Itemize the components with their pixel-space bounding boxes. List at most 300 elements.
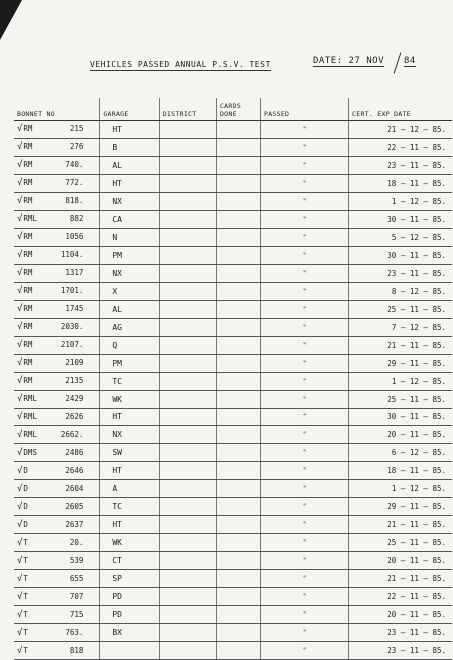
cards-cell xyxy=(216,570,260,588)
district-cell xyxy=(159,534,216,552)
cards-cell xyxy=(216,192,260,210)
garage-cell: PD xyxy=(100,606,159,624)
cert-date-cell: 21 – 12 – 85. xyxy=(349,121,452,139)
bonnet-number: 2429 xyxy=(65,394,84,404)
table-row xyxy=(14,642,452,660)
cert-date-cell: 23 – 11 – 85. xyxy=(349,624,452,642)
passed-cell: " xyxy=(260,642,348,660)
table-row xyxy=(14,121,452,139)
cards-cell xyxy=(216,264,260,282)
garage-cell: NX xyxy=(100,192,159,210)
cert-date-cell: 25 – 11 – 85. xyxy=(349,390,452,408)
cards-cell xyxy=(216,606,260,624)
bonnet-number: 2626 xyxy=(65,411,84,421)
table-row xyxy=(14,462,452,480)
bonnet-number: 707 xyxy=(69,591,84,601)
bonnet-cell xyxy=(14,174,100,192)
bonnet-number: 1701. xyxy=(60,286,84,296)
cards-cell xyxy=(216,642,260,660)
passed-cell: " xyxy=(260,318,348,336)
garage-cell: X xyxy=(100,282,159,300)
col-header-cards: CARDS DONE xyxy=(216,98,260,121)
form-date: DATE: 27 NOV xyxy=(313,56,385,66)
passed-cell: " xyxy=(260,426,348,444)
bonnet-prefix: T xyxy=(23,645,28,655)
bonnet-prefix: RM xyxy=(23,142,33,152)
cards-cell xyxy=(216,480,260,498)
bonnet-prefix: RM xyxy=(23,340,33,350)
table-row xyxy=(14,516,452,534)
bonnet-prefix: T xyxy=(23,537,28,547)
passed-cell: " xyxy=(260,606,348,624)
check-mark: √ xyxy=(17,537,23,548)
bonnet-number: 740. xyxy=(65,160,84,170)
district-cell xyxy=(159,156,216,174)
cards-cell xyxy=(216,336,260,354)
passed-cell: " xyxy=(260,444,348,462)
table-row xyxy=(14,372,452,390)
table-row xyxy=(14,156,452,174)
bonnet-prefix: RML xyxy=(23,394,37,404)
cert-date-cell: 30 – 11 – 85. xyxy=(349,408,452,426)
passed-cell: " xyxy=(260,192,348,210)
passed-cell: " xyxy=(260,156,348,174)
bonnet-number: 20. xyxy=(69,537,84,547)
cert-date-cell: 25 – 11 – 85. xyxy=(349,300,452,318)
bonnet-cell xyxy=(14,606,100,624)
district-cell xyxy=(159,336,216,354)
cards-cell xyxy=(216,408,260,426)
garage-cell: PM xyxy=(100,354,159,372)
garage-cell xyxy=(100,642,159,660)
table-row xyxy=(14,246,452,264)
bonnet-prefix: RM xyxy=(23,160,33,170)
district-cell xyxy=(159,552,216,570)
cert-date-cell: 25 – 11 – 85. xyxy=(349,534,452,552)
passed-cell: " xyxy=(260,121,348,139)
cards-cell xyxy=(216,210,260,228)
bonnet-prefix: D xyxy=(23,501,28,511)
bonnet-prefix: RM xyxy=(23,250,33,260)
cert-date-cell: 23 – 11 – 85. xyxy=(349,156,452,174)
cert-date-cell: 29 – 11 – 85. xyxy=(349,354,452,372)
bonnet-cell xyxy=(14,462,100,480)
vehicle-test-table xyxy=(14,98,452,660)
bonnet-cell xyxy=(14,192,100,210)
cert-date-cell: 1 – 12 – 85. xyxy=(349,192,452,210)
form-title: VEHICLES PASSED ANNUAL P.S.V. TEST xyxy=(90,60,271,69)
garage-cell: SP xyxy=(100,570,159,588)
garage-cell: N xyxy=(100,228,159,246)
passed-cell: " xyxy=(260,534,348,552)
district-cell xyxy=(159,462,216,480)
passed-cell: " xyxy=(260,462,348,480)
cert-date-cell: 22 – 11 – 85. xyxy=(349,138,452,156)
bonnet-cell xyxy=(14,318,100,336)
table-row xyxy=(14,210,452,228)
bonnet-cell xyxy=(14,156,100,174)
bonnet-prefix: RM xyxy=(23,304,33,314)
bonnet-prefix: RM xyxy=(23,358,33,368)
cards-cell xyxy=(216,354,260,372)
bonnet-cell xyxy=(14,390,100,408)
passed-cell: " xyxy=(260,552,348,570)
bonnet-prefix: D xyxy=(23,465,28,475)
bonnet-number: 1056 xyxy=(65,232,84,242)
passed-cell: " xyxy=(260,228,348,246)
cert-date-cell: 30 – 11 – 85. xyxy=(349,246,452,264)
bonnet-cell xyxy=(14,300,100,318)
cards-cell xyxy=(216,588,260,606)
garage-cell: BX xyxy=(100,624,159,642)
check-mark: √ xyxy=(17,645,23,656)
date-separator xyxy=(394,52,402,73)
cert-date-cell: 18 – 11 – 85. xyxy=(349,462,452,480)
bonnet-cell xyxy=(14,588,100,606)
cert-date-cell: 21 – 11 – 85. xyxy=(349,336,452,354)
cert-date-cell: 1 – 12 – 85. xyxy=(349,480,452,498)
check-mark: √ xyxy=(17,250,23,261)
passed-cell: " xyxy=(260,588,348,606)
table-row xyxy=(14,624,452,642)
garage-cell: NX xyxy=(100,264,159,282)
cards-cell xyxy=(216,462,260,480)
bonnet-prefix: T xyxy=(23,609,28,619)
bonnet-prefix: RM xyxy=(23,178,33,188)
cards-cell xyxy=(216,121,260,139)
table-row xyxy=(14,282,452,300)
bonnet-cell xyxy=(14,516,100,534)
cards-cell xyxy=(216,516,260,534)
col-header-passed: PASSED xyxy=(260,98,348,121)
passed-cell: " xyxy=(260,372,348,390)
district-cell xyxy=(159,354,216,372)
scan-corner-shadow xyxy=(0,0,22,40)
cards-cell xyxy=(216,282,260,300)
check-mark: √ xyxy=(17,196,23,207)
bonnet-cell xyxy=(14,210,100,228)
district-cell xyxy=(159,318,216,336)
bonnet-cell xyxy=(14,246,100,264)
cert-date-cell: 23 – 11 – 85. xyxy=(349,642,452,660)
check-mark: √ xyxy=(17,519,23,530)
garage-cell: NX xyxy=(100,426,159,444)
garage-cell: HT xyxy=(100,408,159,426)
passed-cell: " xyxy=(260,246,348,264)
bonnet-cell xyxy=(14,642,100,660)
bonnet-cell xyxy=(14,570,100,588)
check-mark: √ xyxy=(17,555,23,566)
garage-cell: SW xyxy=(100,444,159,462)
check-mark: √ xyxy=(17,591,23,602)
district-cell xyxy=(159,444,216,462)
cert-date-cell: 18 – 11 – 85. xyxy=(349,174,452,192)
check-mark: √ xyxy=(17,358,23,369)
district-cell xyxy=(159,426,216,444)
district-cell xyxy=(159,642,216,660)
check-mark: √ xyxy=(17,286,23,297)
cards-cell xyxy=(216,174,260,192)
garage-cell: HT xyxy=(100,121,159,139)
table-row xyxy=(14,408,452,426)
cards-cell xyxy=(216,318,260,336)
bonnet-prefix: RM xyxy=(23,196,33,206)
garage-cell: AL xyxy=(100,300,159,318)
passed-cell: " xyxy=(260,174,348,192)
table-row xyxy=(14,588,452,606)
garage-cell: WK xyxy=(100,390,159,408)
form-year: 84 xyxy=(404,56,416,66)
check-mark: √ xyxy=(17,447,23,458)
garage-cell: TC xyxy=(100,498,159,516)
bonnet-number: 539 xyxy=(69,555,84,565)
table-row xyxy=(14,354,452,372)
passed-cell: " xyxy=(260,336,348,354)
cert-date-cell: 6 – 12 – 85. xyxy=(349,444,452,462)
passed-cell: " xyxy=(260,480,348,498)
bonnet-number: 2486 xyxy=(65,447,84,457)
cards-cell xyxy=(216,624,260,642)
bonnet-cell xyxy=(14,354,100,372)
garage-cell: WK xyxy=(100,534,159,552)
bonnet-number: 2605 xyxy=(65,501,84,511)
bonnet-number: 2604 xyxy=(65,483,84,493)
passed-cell: " xyxy=(260,282,348,300)
bonnet-cell xyxy=(14,138,100,156)
table-row xyxy=(14,138,452,156)
district-cell xyxy=(159,228,216,246)
form-header xyxy=(0,52,453,74)
bonnet-cell xyxy=(14,372,100,390)
passed-cell: " xyxy=(260,354,348,372)
bonnet-cell xyxy=(14,624,100,642)
col-header-garage: GARAGE xyxy=(100,98,159,121)
district-cell xyxy=(159,408,216,426)
check-mark: √ xyxy=(17,627,23,638)
bonnet-cell xyxy=(14,426,100,444)
bonnet-cell xyxy=(14,121,100,139)
bonnet-cell xyxy=(14,480,100,498)
passed-cell: " xyxy=(260,624,348,642)
district-cell xyxy=(159,121,216,139)
cards-cell xyxy=(216,444,260,462)
garage-cell: CT xyxy=(100,552,159,570)
check-mark: √ xyxy=(17,142,23,153)
bonnet-cell xyxy=(14,408,100,426)
garage-cell: HT xyxy=(100,516,159,534)
cards-cell xyxy=(216,372,260,390)
district-cell xyxy=(159,192,216,210)
garage-cell: Q xyxy=(100,336,159,354)
passed-cell: " xyxy=(260,498,348,516)
check-mark: √ xyxy=(17,322,23,333)
table-row xyxy=(14,336,452,354)
check-mark: √ xyxy=(17,160,23,171)
cert-date-cell: 30 – 11 – 85. xyxy=(349,210,452,228)
bonnet-number: 818 xyxy=(69,645,84,655)
cards-cell xyxy=(216,246,260,264)
passed-cell: " xyxy=(260,516,348,534)
passed-cell: " xyxy=(260,210,348,228)
bonnet-cell xyxy=(14,444,100,462)
cert-date-cell: 29 – 11 – 85. xyxy=(349,498,452,516)
garage-cell: PD xyxy=(100,588,159,606)
garage-cell: PM xyxy=(100,246,159,264)
table-row xyxy=(14,192,452,210)
district-cell xyxy=(159,210,216,228)
bonnet-number: 655 xyxy=(69,573,84,583)
district-cell xyxy=(159,300,216,318)
bonnet-number: 2637 xyxy=(65,519,84,529)
bonnet-prefix: T xyxy=(23,591,28,601)
bonnet-prefix: T xyxy=(23,627,28,637)
table-row xyxy=(14,318,452,336)
bonnet-cell xyxy=(14,534,100,552)
bonnet-cell xyxy=(14,282,100,300)
bonnet-prefix: RML xyxy=(23,411,37,421)
district-cell xyxy=(159,264,216,282)
garage-cell: CA xyxy=(100,210,159,228)
district-cell xyxy=(159,282,216,300)
check-mark: √ xyxy=(17,124,23,135)
table-row xyxy=(14,480,452,498)
cert-date-cell: 20 – 11 – 85. xyxy=(349,606,452,624)
cards-cell xyxy=(216,138,260,156)
bonnet-number: 2030. xyxy=(60,322,84,332)
cert-date-cell: 5 – 12 – 85. xyxy=(349,228,452,246)
cards-cell xyxy=(216,156,260,174)
district-cell xyxy=(159,390,216,408)
district-cell xyxy=(159,372,216,390)
cert-date-cell: 7 – 12 – 85. xyxy=(349,318,452,336)
district-cell xyxy=(159,570,216,588)
check-mark: √ xyxy=(17,304,23,315)
bonnet-number: 715 xyxy=(69,609,84,619)
bonnet-number: 215 xyxy=(69,124,84,134)
check-mark: √ xyxy=(17,178,23,189)
check-mark: √ xyxy=(17,340,23,351)
bonnet-number: 818. xyxy=(65,196,84,206)
bonnet-cell xyxy=(14,552,100,570)
col-header-bonnet: BONNET NO xyxy=(14,98,100,121)
cert-date-cell: 1 – 12 – 85. xyxy=(349,372,452,390)
district-cell xyxy=(159,138,216,156)
check-mark: √ xyxy=(17,214,23,225)
table-row xyxy=(14,570,452,588)
bonnet-number: 1104. xyxy=(60,250,84,260)
passed-cell: " xyxy=(260,570,348,588)
cert-date-cell: 21 – 11 – 85. xyxy=(349,570,452,588)
table-header-row xyxy=(14,98,452,121)
bonnet-prefix: RML xyxy=(23,429,37,439)
bonnet-number: 2646 xyxy=(65,465,84,475)
bonnet-number: 882 xyxy=(69,214,84,224)
table-row xyxy=(14,444,452,462)
district-cell xyxy=(159,480,216,498)
cert-date-cell: 22 – 11 – 85. xyxy=(349,588,452,606)
passed-cell: " xyxy=(260,264,348,282)
bonnet-cell xyxy=(14,336,100,354)
check-mark: √ xyxy=(17,501,23,512)
check-mark: √ xyxy=(17,268,23,279)
table-row xyxy=(14,606,452,624)
table-row xyxy=(14,264,452,282)
district-cell xyxy=(159,588,216,606)
district-cell xyxy=(159,174,216,192)
table-row xyxy=(14,498,452,516)
passed-cell: " xyxy=(260,390,348,408)
bonnet-number: 2107. xyxy=(60,340,84,350)
bonnet-number: 2135 xyxy=(65,376,84,386)
bonnet-prefix: RM xyxy=(23,232,33,242)
bonnet-prefix: RM xyxy=(23,376,33,386)
cards-cell xyxy=(216,390,260,408)
bonnet-number: 2662. xyxy=(60,429,84,439)
bonnet-cell xyxy=(14,264,100,282)
cards-cell xyxy=(216,534,260,552)
table-row xyxy=(14,228,452,246)
check-mark: √ xyxy=(17,465,23,476)
district-cell xyxy=(159,246,216,264)
check-mark: √ xyxy=(17,483,23,494)
col-header-district: DISTRICT xyxy=(159,98,216,121)
table-row xyxy=(14,390,452,408)
table-row xyxy=(14,174,452,192)
bonnet-prefix: DMS xyxy=(23,447,37,457)
district-cell xyxy=(159,516,216,534)
district-cell xyxy=(159,498,216,516)
cards-cell xyxy=(216,426,260,444)
table-row xyxy=(14,426,452,444)
garage-cell: HT xyxy=(100,462,159,480)
bonnet-prefix: RM xyxy=(23,268,33,278)
check-mark: √ xyxy=(17,609,23,620)
check-mark: √ xyxy=(17,376,23,387)
bonnet-prefix: D xyxy=(23,519,28,529)
cert-date-cell: 20 – 11 – 85. xyxy=(349,426,452,444)
cards-cell xyxy=(216,552,260,570)
garage-cell: AG xyxy=(100,318,159,336)
passed-cell: " xyxy=(260,138,348,156)
district-cell xyxy=(159,624,216,642)
district-cell xyxy=(159,606,216,624)
cert-date-cell: 8 – 12 – 85. xyxy=(349,282,452,300)
bonnet-cell xyxy=(14,228,100,246)
table-row xyxy=(14,300,452,318)
cert-date-cell: 21 – 11 – 85. xyxy=(349,516,452,534)
table-row xyxy=(14,534,452,552)
passed-cell: " xyxy=(260,408,348,426)
bonnet-prefix: RML xyxy=(23,214,37,224)
cards-cell xyxy=(216,228,260,246)
bonnet-prefix: D xyxy=(23,483,28,493)
cert-date-cell: 23 – 11 – 85. xyxy=(349,264,452,282)
garage-cell: HT xyxy=(100,174,159,192)
table-row xyxy=(14,552,452,570)
bonnet-prefix: RM xyxy=(23,124,33,134)
bonnet-prefix: T xyxy=(23,555,28,565)
bonnet-number: 772. xyxy=(65,178,84,188)
garage-cell: TC xyxy=(100,372,159,390)
check-mark: √ xyxy=(17,232,23,243)
bonnet-prefix: RM xyxy=(23,286,33,296)
cards-cell xyxy=(216,300,260,318)
cards-cell xyxy=(216,498,260,516)
garage-cell: B xyxy=(100,138,159,156)
check-mark: √ xyxy=(17,429,23,440)
check-mark: √ xyxy=(17,573,23,584)
cert-date-cell: 20 – 11 – 85. xyxy=(349,552,452,570)
